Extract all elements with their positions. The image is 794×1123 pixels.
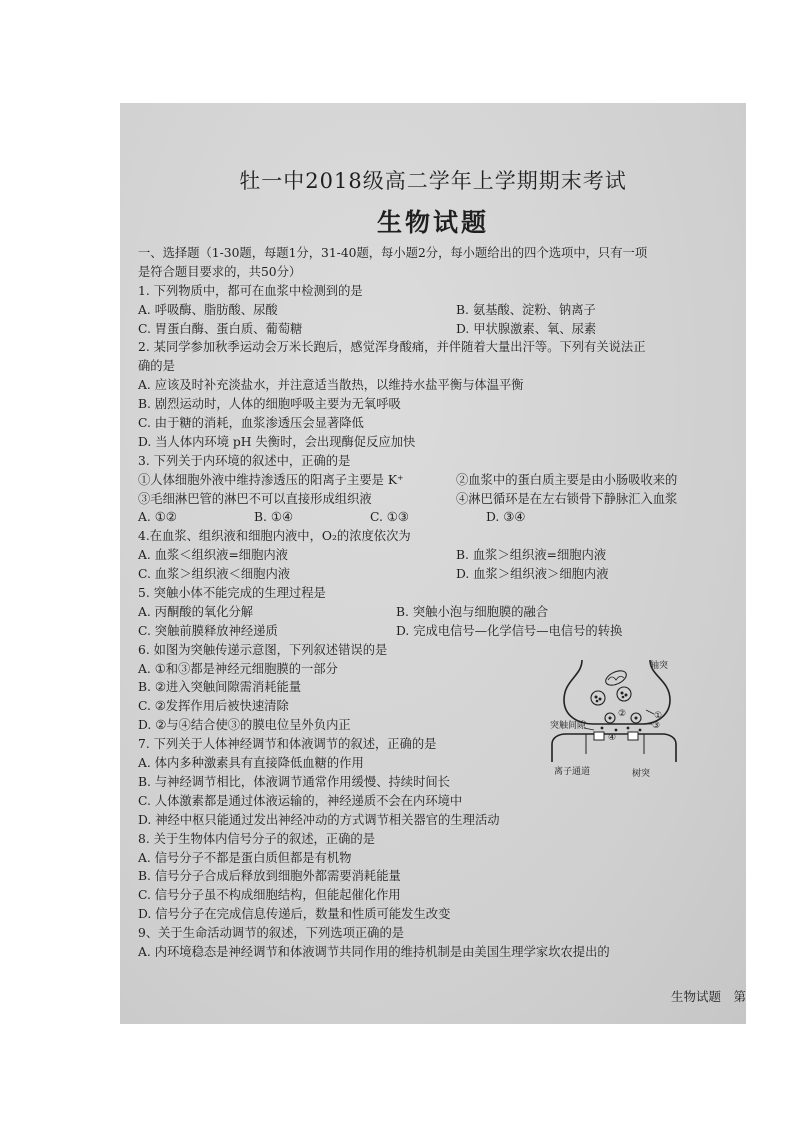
option-d: D. 当人体内环境 pH 失衡时，会出现酶促反应加快 xyxy=(138,434,416,449)
receptor-shape xyxy=(594,732,604,740)
option-a: A. 血浆＜组织液=细胞内液 xyxy=(138,548,288,563)
question-stem: 4.在血浆、组织液和细胞内液中，O₂的浓度依次为 xyxy=(138,529,411,544)
question-stem: 9、关于生命活动调节的叙述，下列选项正确的是 xyxy=(138,926,405,941)
question-stem: 2. 某同学参加秋季运动会万米长跑后，感觉浑身酸痛，并伴随着大量出汗等。下列有关说法正 xyxy=(138,340,646,355)
option-b: B. 与神经调节相比，体液调节通常作用缓慢、持续时间长 xyxy=(138,774,450,789)
dendrite-label: 树突 xyxy=(632,769,651,778)
axon-label: 轴突 xyxy=(650,661,669,671)
option-c: C. 由于糖的消耗，血浆渗透压会显著降低 xyxy=(138,416,364,431)
statement-1: ①人体细胞外液中维持渗透压的阳离子主要是 K⁺ xyxy=(138,472,404,487)
option-d: D. 神经中枢只能通过发出神经冲动的方式调节相关器官的生理活动 xyxy=(138,812,500,827)
option-b: B. ①④ xyxy=(254,510,293,525)
option-a: A. ①② xyxy=(138,510,177,525)
statement-row xyxy=(138,490,742,509)
question-stem: 确的是 xyxy=(138,359,175,374)
question-stem: 7. 下列关于人体神经调节和体液调节的叙述，正确的是 xyxy=(138,737,437,752)
option-row xyxy=(138,508,742,527)
option-row xyxy=(138,301,742,320)
option-d: D. 完成电信号—化学信号—电信号的转换 xyxy=(396,623,623,638)
number-label-2: ② xyxy=(618,709,627,719)
option-b: B. 突触小泡与细胞膜的融合 xyxy=(396,604,549,619)
option-b: B. 氨基酸、淀粉、钠离子 xyxy=(456,302,596,317)
statement-4: ④淋巴循环是在左右锁骨下静脉汇入血浆 xyxy=(456,491,678,506)
receptor-shape xyxy=(628,732,638,740)
option-c: C. 突触前膜释放神经递质 xyxy=(138,623,278,638)
channel-label: 离子通道 xyxy=(554,767,591,777)
instructions-line: 是符合题目要求的，共50分） xyxy=(138,264,302,279)
option-a: A. 丙酮酸的氧化分解 xyxy=(138,604,254,619)
option-a: A. ①和③都是神经元细胞膜的一部分 xyxy=(138,661,338,676)
exam-title: 牡一中2018级高二学年上学期期末考试 xyxy=(239,169,627,193)
number-label-1: ① xyxy=(654,711,663,721)
option-b: B. 剧烈运动时，人体的细胞呼吸主要为无氧呼吸 xyxy=(138,397,401,412)
option-b: B. 血浆＞组织液=细胞内液 xyxy=(456,548,607,563)
option-c: C. 胃蛋白酶、蛋白质、葡萄糖 xyxy=(138,321,303,336)
option-row xyxy=(138,622,742,641)
option-c: C. ②发挥作用后被快速清除 xyxy=(138,699,289,714)
option-d: D. 血浆＞组织液＞细胞内液 xyxy=(456,567,609,582)
question-stem: 6. 如图为突触传递示意图，下列叙述错误的是 xyxy=(138,642,388,657)
vesicle-shape xyxy=(591,691,605,705)
mitochondrion-shape xyxy=(603,668,628,688)
option-d: D. 信号分子在完成信息传递后，数量和性质可能发生改变 xyxy=(138,907,451,922)
question-stem: 8. 关于生物体内信号分子的叙述，正确的是 xyxy=(138,831,375,846)
option-d: D. ③④ xyxy=(486,510,526,525)
question-stem: 1. 下列物质中，都可在血浆中检测到的是 xyxy=(138,283,363,298)
number-label-3: ③ xyxy=(652,721,661,731)
option-c: C. 信号分子虽不构成细胞结构，但能起催化作用 xyxy=(138,888,401,903)
question-stem: 5. 突触小体不能完成的生理过程是 xyxy=(138,586,326,601)
vesicle-shape xyxy=(617,687,631,701)
exam-paper xyxy=(120,103,746,1024)
number-label-4: ④ xyxy=(608,733,617,743)
option-c: C. ①③ xyxy=(370,510,409,525)
instructions-line: 一、选择题（1-30题，每题1分，31-40题，每小题2分，每小题给出的四个选项中，只有一项 xyxy=(138,246,648,260)
option-row xyxy=(138,546,742,565)
exam-subtitle: 生物试题 xyxy=(376,208,489,237)
statement-row xyxy=(138,471,742,490)
option-c: C. 血浆＞组织液＜细胞内液 xyxy=(138,567,291,582)
option-b: B. 信号分子合成后释放到细胞外都需要消耗能量 xyxy=(138,869,401,884)
option-row xyxy=(138,565,742,584)
question-6-text xyxy=(138,641,558,735)
option-d: D. 甲状腺激素、氧、尿素 xyxy=(456,321,597,336)
option-a: A. 内环境稳态是神经调节和体液调节共同作用的维持机制是由美国生理学家坎农提出的 xyxy=(138,944,610,959)
option-a: A. 呼吸酶、脂肪酸、尿酸 xyxy=(138,302,278,317)
option-a: A. 应该及时补充淡盐水，并注意适当散热，以维持水盐平衡与体温平衡 xyxy=(138,378,524,393)
statement-3: ③毛细淋巴管的淋巴不可以直接形成组织液 xyxy=(138,491,372,506)
option-a: A. 体内多种激素具有直接降低血糖的作用 xyxy=(138,756,364,771)
cleft-label: 突触间隙 xyxy=(550,721,587,731)
option-row xyxy=(138,603,742,622)
option-row xyxy=(138,320,742,339)
option-d: D. ②与④结合使③的膜电位呈外负内正 xyxy=(138,718,351,733)
statement-2: ②血浆中的蛋白质主要是由小肠吸收来的 xyxy=(456,472,678,487)
synapse-diagram xyxy=(550,658,680,778)
option-a: A. 信号分子不都是蛋白质但都是有机物 xyxy=(138,850,352,865)
question-stem: 3. 下列关于内环境的叙述中，正确的是 xyxy=(138,453,351,468)
page-footer: 生物试题 第 xyxy=(670,989,746,1004)
question-content xyxy=(138,244,742,962)
option-b: B. ②进入突触间隙需消耗能量 xyxy=(138,680,302,695)
option-c: C. 人体激素都是通过体液运输的，神经递质不会在内环境中 xyxy=(138,793,463,808)
